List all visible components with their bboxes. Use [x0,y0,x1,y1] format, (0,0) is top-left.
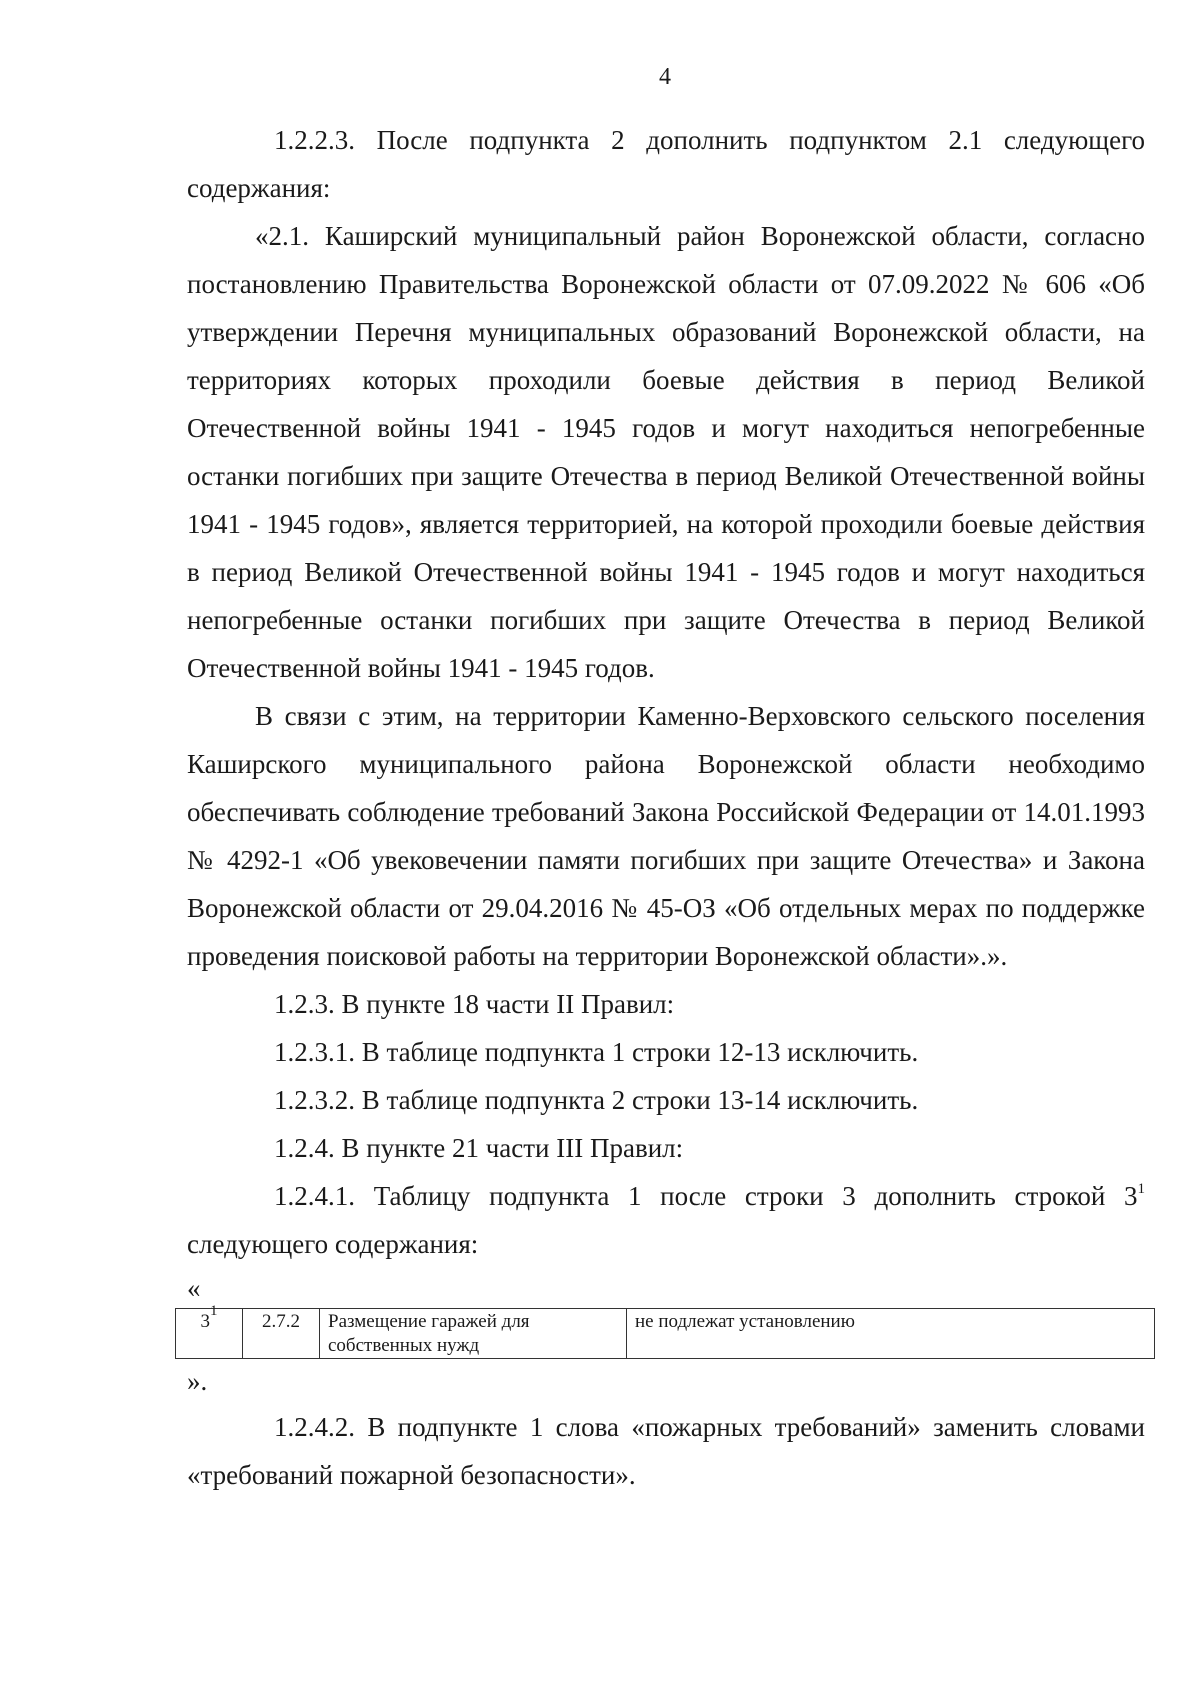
paragraph-1-2-3-1: 1.2.3.1. В таблице подпункта 1 строки 12-13 исключить. [274,1037,919,1067]
code-cell: 2.7.2 [243,1309,320,1359]
page-number: 4 [659,64,671,90]
paragraph-1-2-4-1 [187,1172,1145,1268]
paragraph-1-2-3-2: 1.2.3.2. В таблице подпункта 2 строки 13-14 исключить. [274,1085,919,1115]
paragraph-1-2-4: 1.2.4. В пункте 21 части III Правил: [274,1133,684,1163]
row-number-superscript: 1 [210,1303,218,1319]
name-cell: Размещение гаражей для собственных нужд [320,1309,627,1359]
paragraph-1-2-4-2: 1.2.4.2. В подпункте 1 слова «пожарных требований» заменить словами «требований пожарной безопасности». [187,1412,1145,1490]
table-row [176,1309,1155,1359]
row-number: 3 [200,1311,210,1332]
paragraph-in-connection: В связи с этим, на территории Каменно-Верховского сельского поселения Каширского муниципального района Воронежской области необходимо обеспечивать соблюдение требований Закона Российской Федерации от 14.01.1993 № 4292-1 «Об увековечении памяти погибших при защите Отечества» и Закона Воронежской области от 29.04.2016 № 45-ОЗ «Об отдельных мерах по поддержке проведения поисковой работы на территории Воронежской области».». [187,701,1145,971]
inserted-table [175,1303,1155,1359]
close-quote: ». [187,1366,208,1396]
row-superscript: 1 [1137,1181,1145,1197]
row-number-cell [176,1303,243,1359]
paragraph-1-2-4-1-text: 1.2.4.1. Таблицу подпункта 1 после строки 3 дополнить строкой 3 [274,1181,1138,1211]
document-body [187,116,1145,1499]
params-cell: не подлежат установлению [627,1309,1155,1359]
paragraph-1-2-2-3: 1.2.2.3. После подпункта 2 дополнить подпунктом 2.1 следующего содержания: [187,125,1145,203]
paragraph-quoted-2-1: «2.1. Каширский муниципальный район Воронежской области, согласно постановлению Правительства Воронежской области от 07.09.2022 № 606 «Об утверждении Перечня муниципальных образований Воронежской области, на территориях которых проходили боевые действия в период Великой Отечественной войны 1941 - 1945 годов и могут находиться непогребенные останки погибших при защите Отечества в период Великой Отечественной войны 1941 - 1945 годов», является территорией, на которой проходили боевые действия в период Великой Отечественной войны 1941 - 1945 годов и могут находиться непогребенные останки погибших при защите Отечества в период Великой Отечественной войны 1941 - 1945 годов. [187,221,1145,683]
paragraph-1-2-4-1-tail: следующего содержания: [187,1229,479,1259]
open-quote: « [187,1273,201,1303]
paragraph-1-2-3: 1.2.3. В пункте 18 части II Правил: [274,989,675,1019]
